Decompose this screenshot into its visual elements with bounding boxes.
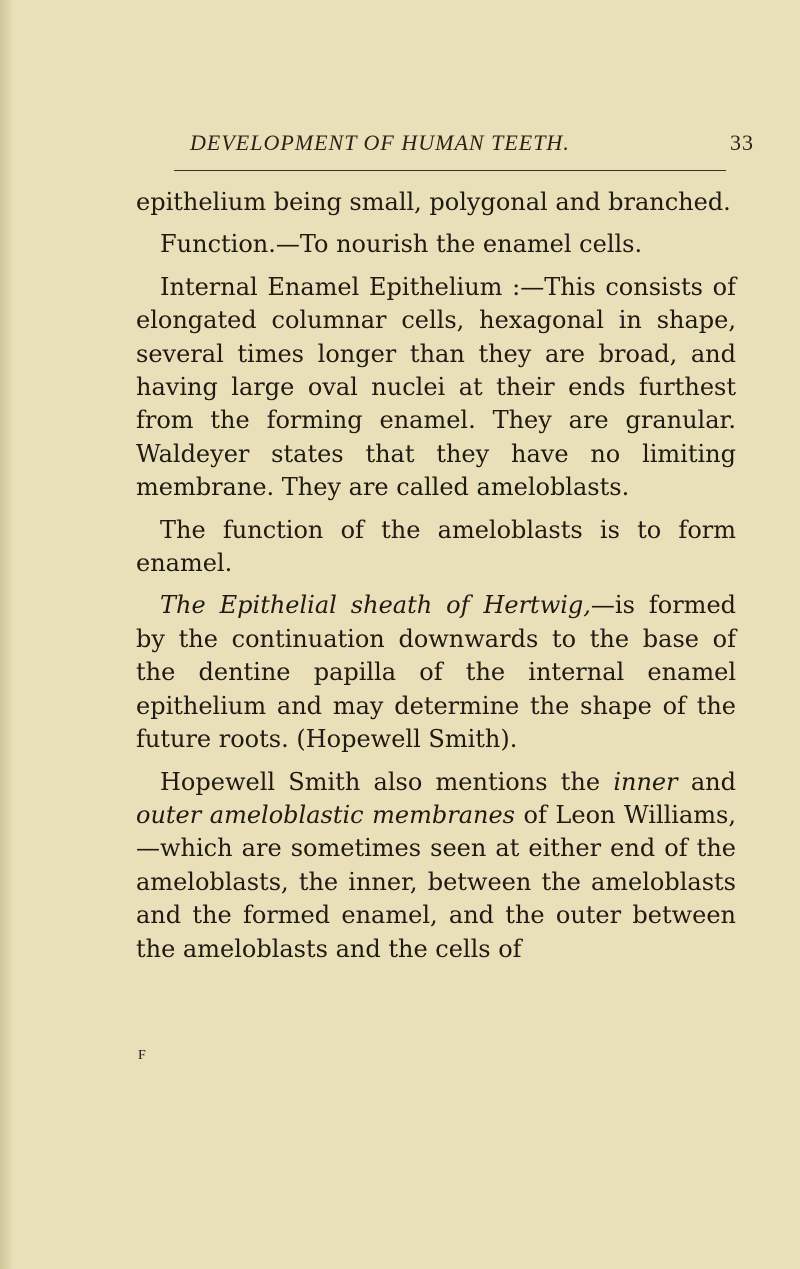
paragraph-4: The function of the ameloblasts is to form enamel.	[136, 515, 736, 578]
paragraph-6-text-b: and	[677, 767, 736, 796]
paragraph-6-text-c: of Leon Williams,—which are sometimes seen at either end of the ameloblasts, the inner, between the ameloblasts and the formed enamel, and the outer between the ameloblasts and the cells of	[136, 800, 736, 963]
page-edge	[0, 0, 14, 1269]
paragraph-5	[136, 589, 736, 756]
paragraph-1: epithelium being small, polygonal and branched.	[136, 188, 731, 216]
paragraph-3: Internal Enamel Epithelium :—This consists of elongated columnar cells, hexagonal in shape, several times longer than they are broad, and having large oval nuclei at their ends furthest from the forming enamel. They are granular. Waldeyer states that they have no limiting membrane. They are called ameloblasts.	[136, 272, 736, 502]
paragraph-2: Function.—To nourish the enamel cells.	[160, 230, 643, 259]
paragraph-6	[136, 766, 736, 966]
inner-term: inner	[613, 767, 678, 796]
epithelial-sheath-term: The Epithelial sheath of Hertwig,	[160, 591, 591, 620]
page-number: 33	[730, 130, 754, 155]
outer-membranes-term: outer ameloblastic membranes	[136, 800, 515, 829]
running-head	[190, 130, 770, 156]
header-rule	[174, 170, 726, 171]
signature-mark: F	[138, 1048, 146, 1063]
running-title: DEVELOPMENT OF HUMAN TEETH.	[190, 130, 570, 155]
paragraph-6-text-a: Hopewell Smith also mentions the	[160, 767, 614, 796]
body-text	[136, 186, 736, 966]
paragraph-5-text: —is formed by the continuation downwards to the base of the dentine papilla of the internal enamel epithelium and may determine the shape of the future roots. (Hopewell Smith).	[136, 591, 737, 754]
